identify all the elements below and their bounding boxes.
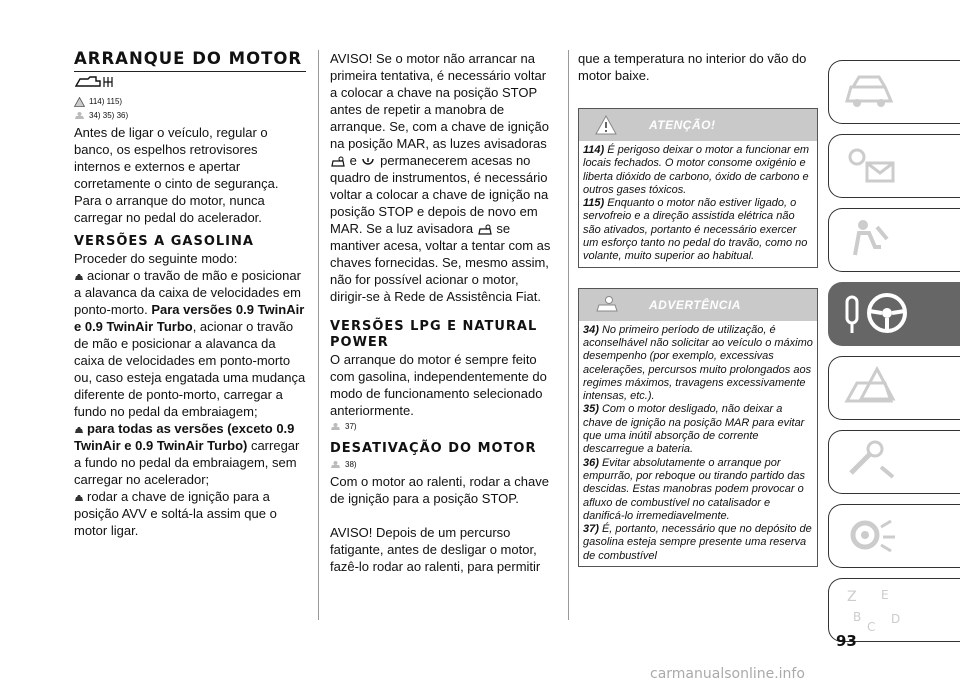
immobilizer-icon [330,156,346,168]
svg-text:B: B [853,610,862,624]
gear-icon [841,511,901,557]
column-2 [330,50,556,575]
advertencia-box [578,288,818,567]
tab-car[interactable] [828,60,960,124]
ralenti-paragraph: Com o motor ao ralenti, rodar a chave de ignição para a posição STOP. [330,474,549,506]
column-divider [568,50,569,620]
heading-desativacao: DESATIVAÇÃO DO MOTOR [330,441,537,456]
advice-refs: 34) 35) 36) [74,110,306,122]
tab-emergency[interactable] [828,356,960,420]
svg-text:Z: Z [847,589,857,605]
warning-triangle-icon [74,97,85,107]
column-1 [74,50,306,539]
tab-technical-data[interactable] [828,504,960,568]
svg-text:E: E [881,588,889,602]
column-3 [578,50,818,567]
bullet-3: rodar a chave de ignição para a posição AVV e soltá-la assim que o motor ligar. [74,489,277,538]
car-advice-icon [330,460,341,470]
aviso-paragraph: AVISO! Se o motor não arrancar na primeira tentativa, é necessário voltar a colocar a chave na posição STOP antes de repetir a manobra de arranque. Se, com a chave de ignição na posição MAR, as luzes avisadoras e permanecerem acesas no quadro de instrumentos, é necessário voltar a colocar a chave de ignição na posição STOP e depois de novo em MAR. Se a luz avisadora se mantiver acesa, voltar a tentar com as chaves fornecidas. Se, mesmo assim, não for possível acionar o motor, dirigir-se à Rede de Assistência Fiat. [330,51,551,304]
chapter-tabs [828,60,960,652]
tab-maintenance[interactable] [828,430,960,494]
warning-triangle-icon [595,115,617,135]
continued-paragraph: que a temperatura no interior do vão do motor baixe. [578,51,807,83]
aviso2-paragraph: AVISO! Depois de um percurso fatigante, antes de desligar o motor, fazê-lo rodar ao ralenti, para permitir [330,525,541,574]
intro-paragraph: Antes de ligar o veículo, regular o banco, os espelhos retrovisores internos e externos e apertar corretamente o cinto de segurança. Para o arranque do motor, nunca carregar no pedal do acelerador. [74,125,279,225]
lpg-paragraph: O arranque do motor é sempre feito com gasolina, independentemente do modo de funcionamento selecionado anteriormente. [330,352,547,418]
car-advice-icon [595,295,621,315]
atencao-box [578,108,818,268]
bullet-icon [74,426,84,434]
key-steering-wheel-icon [841,289,921,339]
proceder-text: Proceder do seguinte modo: [74,251,238,266]
heading-gasolina: VERSÕES A GASOLINA [74,234,254,249]
advertencia-title: ADVERTÊNCIA [649,297,741,312]
warning-refs: 114) 115) [74,96,306,108]
watermark: carmanualsonline.info [650,666,805,682]
page-number: 93 [836,632,857,650]
bullet-icon [74,494,84,502]
car-icon [841,67,901,113]
atencao-body: 114) É perigoso deixar o motor a funcionar em locais fechados. O motor consome oxigénio e liberta dióxido de carbono, óxido de carbono e outros gases tóxicos. 115) Enquanto o motor não estiver ligado, o servofreio e a direção assistida elétrica não são ativados, portanto é necessário exercer um esforço tanto no pedal do travão, como no volante, muito superior ao habitual. [583,144,810,263]
advertencia-body: 34) No primeiro período de utilização, é aconselhável não solicitar ao veículo o máximo desempenho (por exemplo, excessivas acelerações, percursos muito prolongados aos regimes máximos, travagens excessivamente intensas, etc.). 35) Com o motor desligado, não deixar a chave de ignição na posição MAR para evitar que uma inútil absorção de corrente descarregue a bateria. 36) Evitar absolutamente o arranque por empurrão, por reboque ou tirando partido das descidas. Estas manobras podem provocar o afluxo de combustível no catalisador e danificá-lo irremediavelmente. 37) É, portanto, necessário que no depósito de gasolina esteja sempre presente uma reserva de combustível [583,323,813,562]
bullet-2: para todas as versões (exceto 0.9 TwinAir e 0.9 TwinAir Turbo) carregar a fundo no pedal da embraiagem, sem carregar no acelerador; [74,421,300,487]
bullet-1: acionar o travão de mão e posicionar a alavanca da caixa de velocidades em ponto-morto. Para versões 0.9 TwinAir e 0.9 TwinAir Turbo, acionar o travão de mão e posicionar a alavanca da caixa de velocidades em ponto-morto ou, caso esteja engatada uma mudança diferente de ponto-morto, carregar a fundo no pedal da embraiagem; [74,268,306,419]
atencao-title: ATENÇÃO! [649,118,716,132]
wrench-tools-icon [841,437,901,483]
title-rule [74,71,306,72]
hazard-road-icon [841,363,901,409]
index-letters-icon [841,585,911,635]
engine-warning-icon [74,75,306,94]
svg-text:C: C [867,620,876,634]
tab-warning-lights[interactable] [828,134,960,198]
tab-starting-driving[interactable] [828,282,960,346]
engine-fault-icon [360,156,376,168]
warning-lights-icon [841,141,901,187]
advice-ref-38: 38) [330,459,556,471]
advertencia-header [579,289,817,321]
bullet-icon [74,273,84,281]
column-divider [318,50,319,620]
heading-lpg: VERSÕES LPG E NATURAL POWER [330,319,538,350]
car-advice-icon [330,422,341,432]
car-advice-icon [74,111,85,121]
advice-ref-37: 37) [330,421,556,433]
tab-safety[interactable] [828,208,960,272]
immobilizer-icon [477,224,493,236]
svg-text:D: D [891,612,901,626]
airbag-seat-icon [841,215,901,261]
atencao-header [579,109,817,141]
section-title: ARRANQUE DO MOTOR [74,49,303,68]
